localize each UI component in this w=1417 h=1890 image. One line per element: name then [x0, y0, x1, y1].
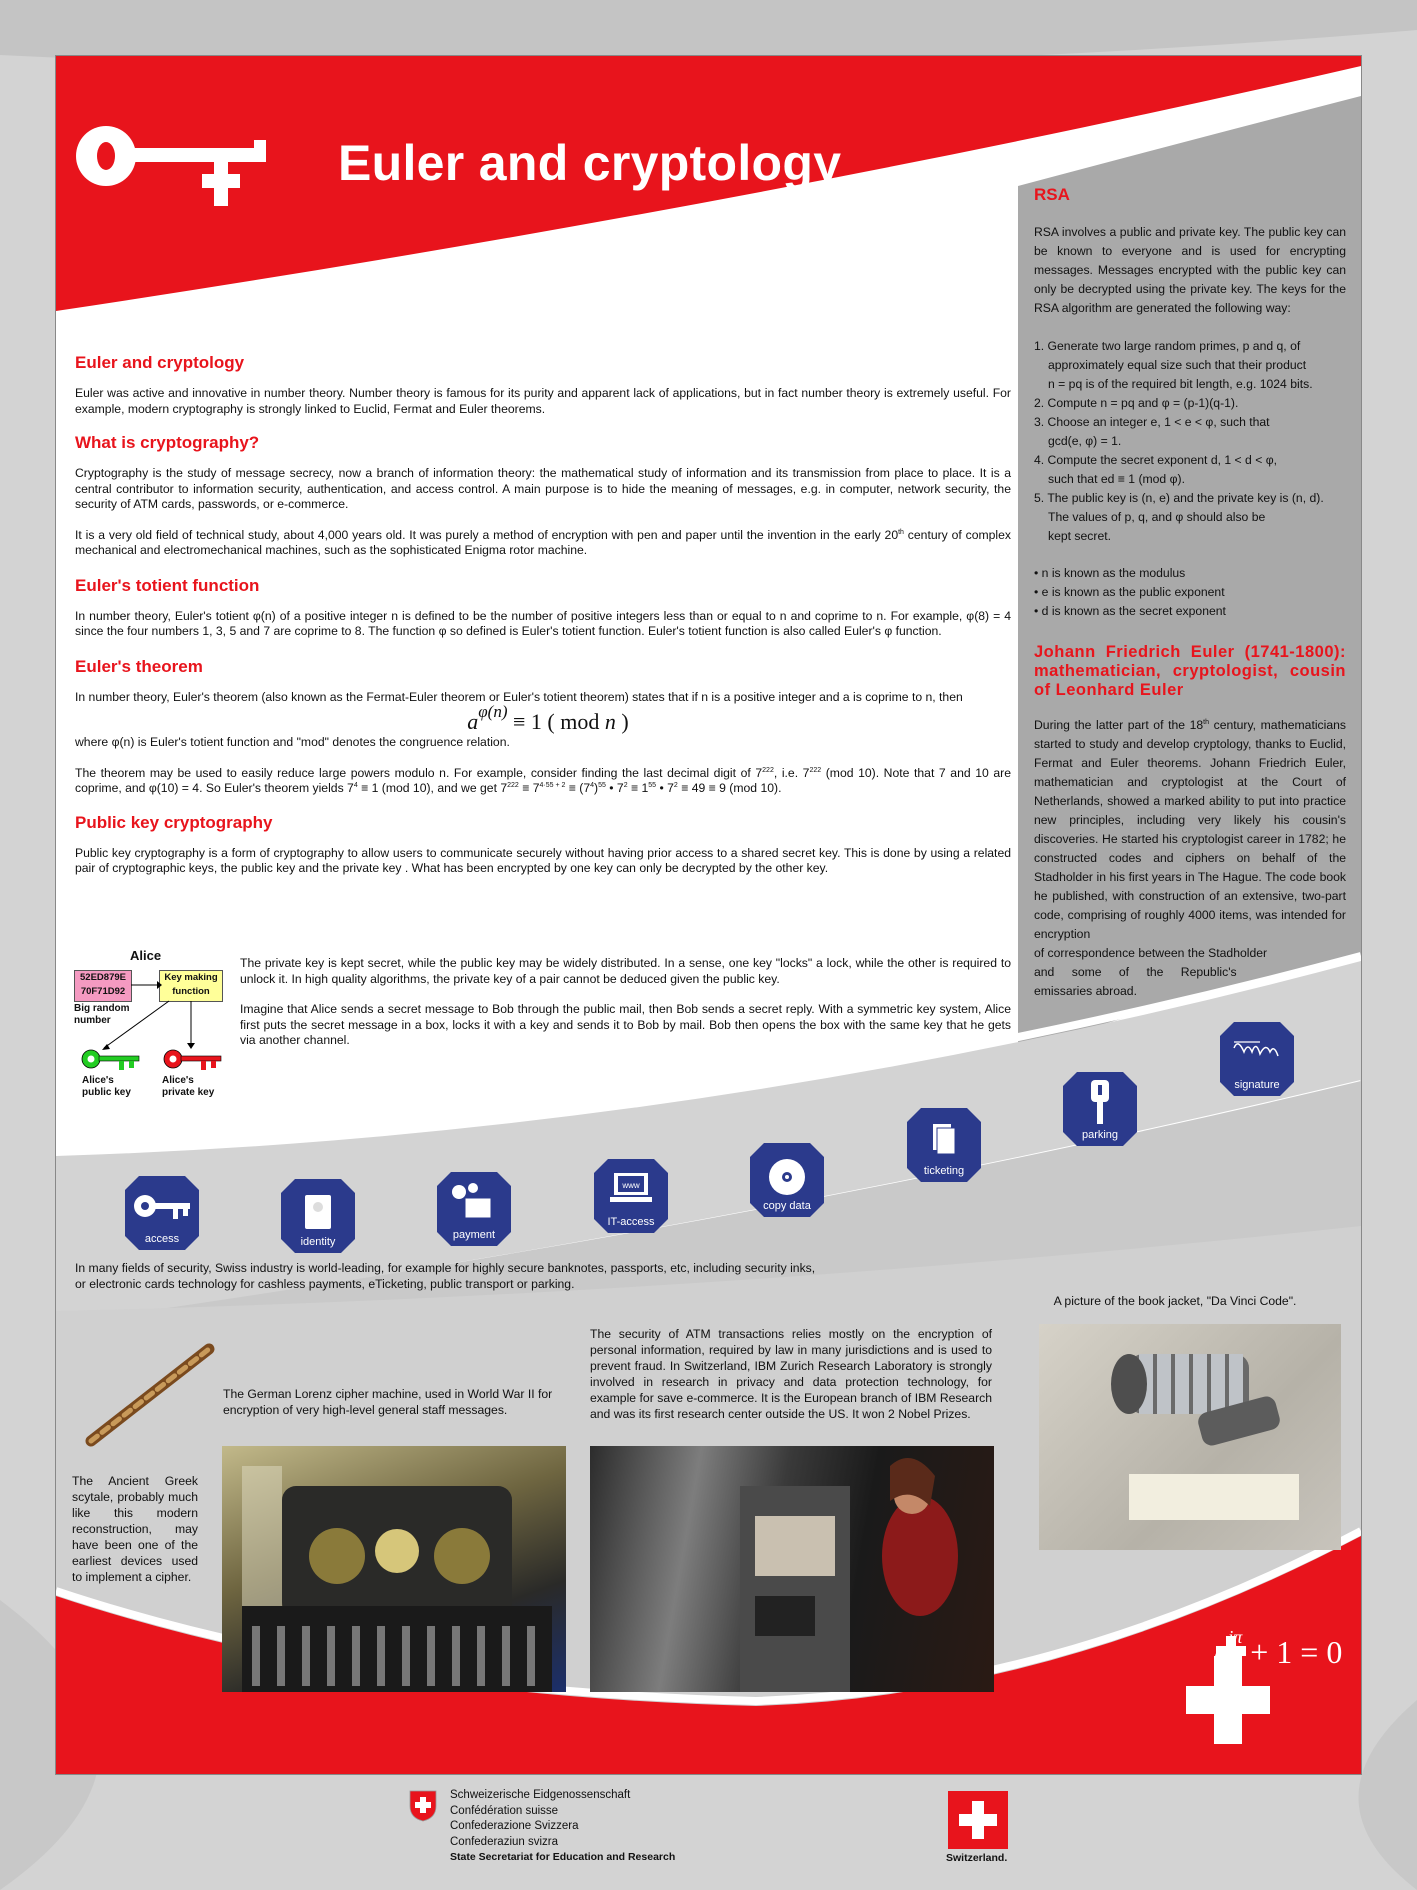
- security-tile-label: parking: [1081, 1129, 1119, 1141]
- security-tile-label: payment: [452, 1229, 496, 1241]
- key-making-box: Key making function: [159, 970, 223, 1002]
- bullet-icon: •: [1034, 566, 1042, 580]
- bullet-icon: •: [1034, 585, 1042, 599]
- public-key-diagram: [74, 948, 234, 1108]
- johann-body-tail: [1034, 944, 1346, 1001]
- public-key-label: Alice's public key: [82, 1075, 131, 1098]
- security-tile-signature: [1220, 1022, 1294, 1096]
- security-tile-copy-data: [750, 1143, 824, 1217]
- lorenz-machine-drawing: [222, 1446, 566, 1692]
- poster: [56, 56, 1361, 1774]
- security-tile-access: [125, 1176, 199, 1250]
- security-tile-ticketing: [907, 1108, 981, 1182]
- big-random-label: Big random number: [74, 1003, 130, 1026]
- security-tile-it-access: [594, 1159, 668, 1233]
- euler-formula: $a^{\varphi(n)} \equiv 1$ ( mod n ): [467, 701, 629, 734]
- rsa-step-line: 2. Compute n = pq and φ = (p-1)(q-1).: [1034, 396, 1239, 410]
- rsa-step-line: 3. Choose an integer e, 1 < e < φ, such that: [1034, 415, 1270, 429]
- bullet-icon: •: [1034, 604, 1042, 618]
- theorem-heading: Euler's theorem: [75, 656, 203, 676]
- cryptex-drawing: [1039, 1324, 1341, 1550]
- rsa-step-line: 1. Generate two large random primes, p and q, of: [1034, 339, 1301, 353]
- atm-photo: [590, 1446, 994, 1692]
- pubkey-body-2: The private key is kept secret, while the public key may be widely distributed. In a sense, one key "locks" a lock, while the other is required to unlock it. In high quality algorithms, the private key of a pair cannot be deduced given the public key.: [240, 956, 1011, 986]
- davinci-cryptex-photo: [1039, 1324, 1341, 1550]
- atm-caption: The security of ATM transactions relies mostly on the encryption of personal information, required by law in many jurisdictions and is used to prevent fraud. In Switzerland, IBM Zurich Research Laboratory is strongly involved in research in privacy and data protection technology, for example for save e-commerce. It is the European branch of IBM Research and was its first research center outside the US. It won 2 Nobel Prizes.: [590, 1327, 992, 1421]
- title-key-icon: [76, 116, 276, 216]
- euler-identity: $e^{i\pi} + 1 = 0$: [1214, 1627, 1343, 1670]
- rsa-steps: [1034, 337, 1346, 546]
- switzerland-label: Switzerland.: [946, 1852, 1008, 1864]
- rsa-bullet-item: • e is known as the public exponent: [1034, 585, 1225, 599]
- security-tile-label: identity: [300, 1236, 336, 1248]
- right-column: [1034, 185, 1346, 1001]
- confederation-names: Schweizerische Eidgenossenschaft Confédération suisse Confederazione Svizzera Confederaziun svizra State Secretariat for Education and Research: [450, 1789, 676, 1863]
- rsa-step-line: such that ed ≡ 1 (mod φ).: [1048, 472, 1185, 486]
- pubkey-body-3: Imagine that Alice sends a secret message to Bob through the public mail, then Bob sends a secret reply. With a symmetric key system, Alice first puts the secret message in a box, locks it with a key and sends it to Bob by mail. Bob then opens the box with the same key that he gets via another channel.: [240, 1002, 1011, 1047]
- intro-body: Euler was active and innovative in number theory. Number theory is famous for its purity and apparent lack of applications, but in fact number theory is extremely useful. For example, modern cryptography is strongly linked to Euclid, Fermat and Euler theorems.: [75, 386, 1011, 416]
- main-column: [75, 353, 1011, 877]
- swiss-cross-icon: [948, 1791, 1008, 1849]
- totient-heading: Euler's totient function: [75, 575, 260, 595]
- rsa-step-line: 5. The public key is (n, e) and the private key is (n, d).: [1034, 491, 1324, 505]
- public-key-icon: [82, 1050, 139, 1070]
- swiss-industry-text: In many fields of security, Swiss industry is world-leading, for example for highly secure banknotes, passports, etc, including security inks, or electronic cards technology for cashless payments, eTicketing, public transport or parking.: [75, 1261, 816, 1291]
- pubkey-body-1: Public key cryptography is a form of cryptography to allow users to communicate securely without having prior access to a shared secret key. This is done by using a related pair of cryptographic keys, the public key and the private key . What has been encrypted by one key can only be decrypted by the other key.: [75, 845, 1011, 875]
- johann-body: During the latter part of the 18th century, mathematicians started to study and develop cryptology, thanks to Euclid, Fermat and Euler theorems. Johann Friedrich Euler, mathematician and cryptologist at the Court of Netherlands, showed a marked ability to put into practice new principles, including very likely his cousin's discoveries. He started his cryptologist career in 1782; he constructed codes and ciphers on behalf of the Stadholder in his first years in The Hague. The code book he published, with construction of an extensive, two-part code, comprising of roughly 4000 items, was intended for encryption: [1034, 718, 1346, 941]
- security-tile-label: signature: [1234, 1079, 1280, 1091]
- rsa-bullet-item: • n is known as the modulus: [1034, 566, 1186, 580]
- security-tile-label: access: [144, 1233, 180, 1245]
- scytale-image: [81, 1341, 216, 1451]
- alice-label: Alice: [130, 948, 162, 963]
- lorenz-caption: The German Lorenz cipher machine, used in World War II for encryption of very high-level general staff messages.: [223, 1387, 553, 1417]
- security-tile-label: ticketing: [923, 1165, 965, 1177]
- svg-text:www: www: [622, 1181, 640, 1190]
- theorem-body-3: The theorem may be used to easily reduce large powers modulo n. For example, consider finding the last decimal digit of $7^{222}$, i.e. $7^{222}$ (mod 10). Note that 7 and 10 are coprime, and φ(10) = 4. So Euler's theorem yields $7^4 \equiv 1$ (mod 10), and we get $7^{222} \equiv 7^{4\cdot 55 + 2} \equiv (7^4)^{55}$ • $7^2 \equiv 1^{55}$ • $7^2 \equiv 49 \equiv 9$ (mod 10).: [75, 765, 1011, 795]
- lorenz-machine-photo: [222, 1446, 566, 1692]
- rsa-step-line: kept secret.: [1048, 529, 1111, 543]
- rsa-step-line: n = pq is of the required bit length, e.g. 1024 bits.: [1048, 377, 1313, 391]
- swiss-coat-of-arms-icon: [409, 1790, 437, 1822]
- random-number-box: 52ED879E 70F71D92: [74, 970, 132, 1002]
- rsa-step-line: gcd(e, φ) = 1.: [1048, 434, 1122, 448]
- what-body-1: Cryptography is the study of message secrecy, now a branch of information theory: the mathematical study of information and its transmission from place to place. It is a central contributor to information security, authentication, and access control. A main purpose is to hide the meaning of messages, e.g. in computer, network security, the security of ATM cards, passwords, or e-commerce.: [75, 466, 1011, 511]
- intro-heading: Euler and cryptology: [75, 353, 245, 372]
- security-tile-identity: [281, 1179, 355, 1253]
- rsa-step-line: 4. Compute the secret exponent d, 1 < d < φ,: [1034, 453, 1278, 467]
- rsa-step-line: approximately equal size such that their product: [1048, 358, 1307, 372]
- theorem-body-1: In number theory, Euler's theorem (also known as the Fermat-Euler theorem or Euler's totient theorem) states that if n is a positive integer and a is coprime to n, then: [75, 689, 963, 704]
- page-title: Euler and cryptology: [338, 135, 842, 191]
- rsa-bullet-item: • d is known as the secret exponent: [1034, 604, 1226, 618]
- totient-body: In number theory, Euler's totient φ(n) of a positive integer n is defined to be the number of positive integers less than or equal to n and coprime to n. For example, φ(8) = 4 since the four numbers 1, 3, 5 and 7 are coprime to 8. The function φ so defined is Euler's totient function. Euler's totient function is also called Euler's φ function.: [75, 608, 1011, 638]
- pubkey-heading: Public key cryptography: [75, 812, 273, 832]
- security-tile-label: copy data: [763, 1200, 811, 1212]
- security-tile-label: IT-access: [607, 1216, 655, 1228]
- private-key-icon: [164, 1050, 221, 1070]
- security-tile-parking: [1063, 1072, 1137, 1146]
- switzerland-logo: [948, 1791, 1008, 1849]
- private-key-label: Alice's private key: [162, 1075, 215, 1098]
- pubkey-text-block: [240, 956, 1011, 1049]
- johann-tail-line: of correspondence between the Stadholder: [1034, 946, 1268, 960]
- what-heading: What is cryptography?: [75, 433, 260, 452]
- rsa-heading: RSA: [1034, 185, 1070, 204]
- rsa-intro: RSA involves a public and private key. The public key can be known to everyone and is used for encrypting messages. Messages encrypted with the public key can only be decrypted using the private key. The keys for the RSA algorithm are generated the following way:: [1034, 225, 1346, 315]
- johann-tail-line: emissaries abroad.: [1034, 984, 1137, 998]
- what-body-2: It is a very old field of technical study, about 4,000 years old. It was purely a method of encryption with pen and paper until the invention in the early 20th century of complex mechanical and electromechanical machines, such as the sophisticated Enigma rotor machine.: [75, 527, 1011, 557]
- davinci-caption: A picture of the book jacket, "Da Vinci Code".: [1053, 1294, 1297, 1308]
- theorem-body-2: where φ(n) is Euler's totient function and "mod" denotes the congruence relation.: [75, 735, 510, 749]
- atm-drawing: [590, 1446, 994, 1692]
- rsa-bullets: [1034, 564, 1346, 621]
- security-tile-payment: [437, 1172, 511, 1246]
- johann-tail-line: and some of the Republic's: [1034, 965, 1237, 979]
- johann-heading: Johann Friedrich Euler (1741-1800): mathematician, cryptologist, cousin of Leonhard Euler: [1034, 643, 1346, 699]
- rsa-step-line: The values of p, q, and φ should also be: [1048, 510, 1266, 524]
- scytale-caption: The Ancient Greek scytale, probably much like this modern reconstruction, may have been one of the earliest devices used to implement a cipher.: [72, 1474, 198, 1584]
